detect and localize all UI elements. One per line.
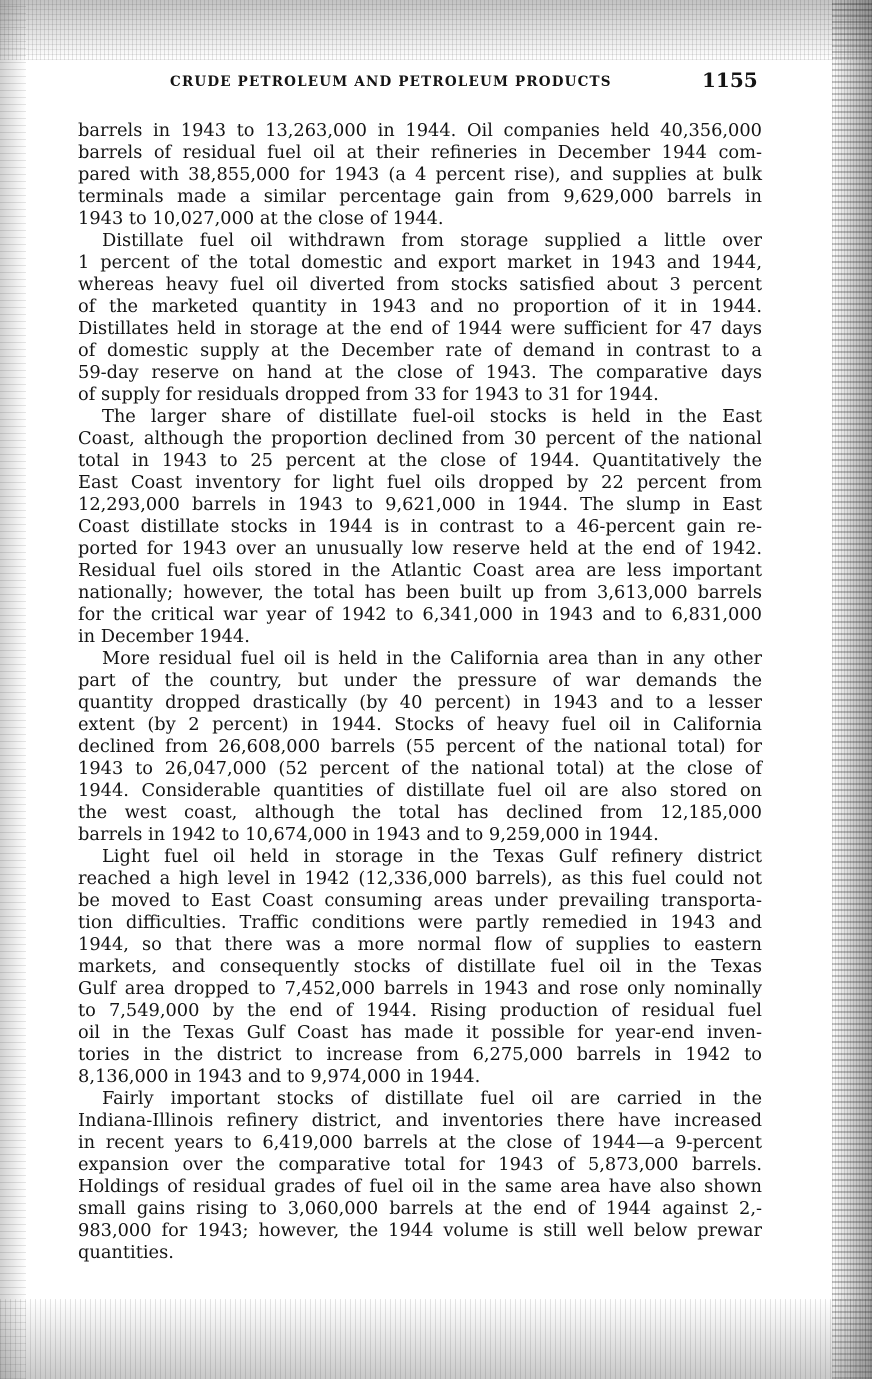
text-line: barrels in 1942 to 10,674,000 in 1943 and to 9,259,000 in 1944. [78, 824, 659, 845]
text-line: Coast, although the proportion declined from 30 percent of the national [78, 428, 762, 449]
text-line: 1944. Considerable quantities of distillate fuel oil are also stored on [78, 780, 762, 801]
text-line: quantities. [78, 1242, 174, 1263]
paragraph [78, 120, 762, 230]
text-line: Coast distillate stocks in 1944 is in contrast to a 46-percent gain re- [78, 516, 762, 537]
paragraph [78, 648, 762, 846]
text-line: barrels in 1943 to 13,263,000 in 1944. Oil companies held 40,356,000 [78, 120, 762, 141]
text-line: reached a high level in 1942 (12,336,000 barrels), as this fuel could not [78, 868, 762, 889]
text-line: barrels of residual fuel oil at their refineries in December 1944 com- [78, 142, 762, 163]
text-line: Fairly important stocks of distillate fuel oil are carried in the [102, 1088, 762, 1109]
text-line: of the marketed quantity in 1943 and no proportion of it in 1944. [78, 296, 762, 317]
paragraph [78, 846, 762, 1088]
text-line: total in 1943 to 25 percent at the close of 1944. Quantitatively the [78, 450, 762, 471]
text-line: oil in the Texas Gulf Coast has made it possible for year-end inven- [78, 1022, 762, 1043]
text-line: Distillates held in storage at the end of 1944 were sufficient for 47 days [78, 318, 762, 339]
text-line: tion difficulties. Traffic conditions were partly remedied in 1943 and [78, 912, 762, 933]
text-line: quantity dropped drastically (by 40 percent) in 1943 and to a lesser [78, 692, 762, 713]
text-line: 983,000 for 1943; however, the 1944 volume is still well below prewar [78, 1220, 762, 1241]
text-line: Distillate fuel oil withdrawn from storage supplied a little over [102, 230, 762, 251]
text-line: whereas heavy fuel oil diverted from stocks satisfied about 3 percent [78, 274, 762, 295]
scan-noise-top [0, 0, 872, 60]
text-line: in December 1944. [78, 626, 250, 647]
text-line: 1943 to 26,047,000 (52 percent of the national total) at the close of [78, 758, 762, 779]
text-line: 1944, so that there was a more normal flow of supplies to eastern [78, 934, 762, 955]
text-line: be moved to East Coast consuming areas under prevailing transporta- [78, 890, 762, 911]
text-line: The larger share of distillate fuel-oil stocks is held in the East [102, 406, 762, 427]
text-line: Indiana-Illinois refinery district, and inventories there have increased [78, 1110, 762, 1131]
text-line: Light fuel oil held in storage in the Texas Gulf refinery district [102, 846, 762, 867]
running-title: CRUDE PETROLEUM AND PETROLEUM PRODUCTS [170, 74, 612, 90]
text-line: 1 percent of the total domestic and export market in 1943 and 1944, [78, 252, 762, 273]
text-line: small gains rising to 3,060,000 barrels at the end of 1944 against 2,- [78, 1198, 762, 1219]
text-line: 59-day reserve on hand at the close of 1943. The comparative days [78, 362, 762, 383]
text-line: to 7,549,000 by the end of 1944. Rising production of residual fuel [78, 1000, 762, 1021]
text-line: the west coast, although the total has declined from 12,185,000 [78, 802, 762, 823]
text-line: of domestic supply at the December rate of demand in contrast to a [78, 340, 762, 361]
text-line: 12,293,000 barrels in 1943 to 9,621,000 in 1944. The slump in East [78, 494, 762, 515]
text-line: part of the country, but under the pressure of war demands the [78, 670, 762, 691]
text-line: 8,136,000 in 1943 and to 9,974,000 in 1944. [78, 1066, 481, 1087]
text-line: terminals made a similar percentage gain from 9,629,000 barrels in [78, 186, 762, 207]
page-number: 1155 [702, 68, 758, 92]
body-text [78, 120, 762, 1264]
paragraph [78, 230, 762, 406]
text-line: for the critical war year of 1942 to 6,341,000 in 1943 and to 6,831,000 [78, 604, 762, 625]
paragraph [78, 406, 762, 648]
text-line: of supply for residuals dropped from 33 for 1943 to 31 for 1944. [78, 384, 659, 405]
text-line: Residual fuel oils stored in the Atlantic Coast area are less important [78, 560, 762, 581]
text-line: nationally; however, the total has been built up from 3,613,000 barrels [78, 582, 762, 603]
text-line: expansion over the comparative total for 1943 of 5,873,000 barrels. [78, 1154, 762, 1175]
text-line: in recent years to 6,419,000 barrels at the close of 1944—a 9-percent [78, 1132, 762, 1153]
text-line: ported for 1943 over an unusually low reserve held at the end of 1942. [78, 538, 762, 559]
text-line: 1943 to 10,027,000 at the close of 1944. [78, 208, 444, 229]
text-line: extent (by 2 percent) in 1944. Stocks of heavy fuel oil in California [78, 714, 762, 735]
text-line: tories in the district to increase from 6,275,000 barrels in 1942 to [78, 1044, 762, 1065]
text-line: East Coast inventory for light fuel oils dropped by 22 percent from [78, 472, 762, 493]
scan-noise-right [832, 0, 872, 1379]
scan-noise-bottom [0, 1299, 872, 1379]
scan-noise-left [0, 0, 26, 1379]
text-line: Holdings of residual grades of fuel oil in the same area have also shown [78, 1176, 762, 1197]
text-line: Gulf area dropped to 7,452,000 barrels in 1943 and rose only nominally [78, 978, 762, 999]
text-line: declined from 26,608,000 barrels (55 percent of the national total) for [78, 736, 762, 757]
running-head [170, 68, 770, 92]
text-line: markets, and consequently stocks of distillate fuel oil in the Texas [78, 956, 762, 977]
paragraph [78, 1088, 762, 1264]
text-line: pared with 38,855,000 for 1943 (a 4 percent rise), and supplies at bulk [78, 164, 762, 185]
text-line: More residual fuel oil is held in the California area than in any other [102, 648, 762, 669]
